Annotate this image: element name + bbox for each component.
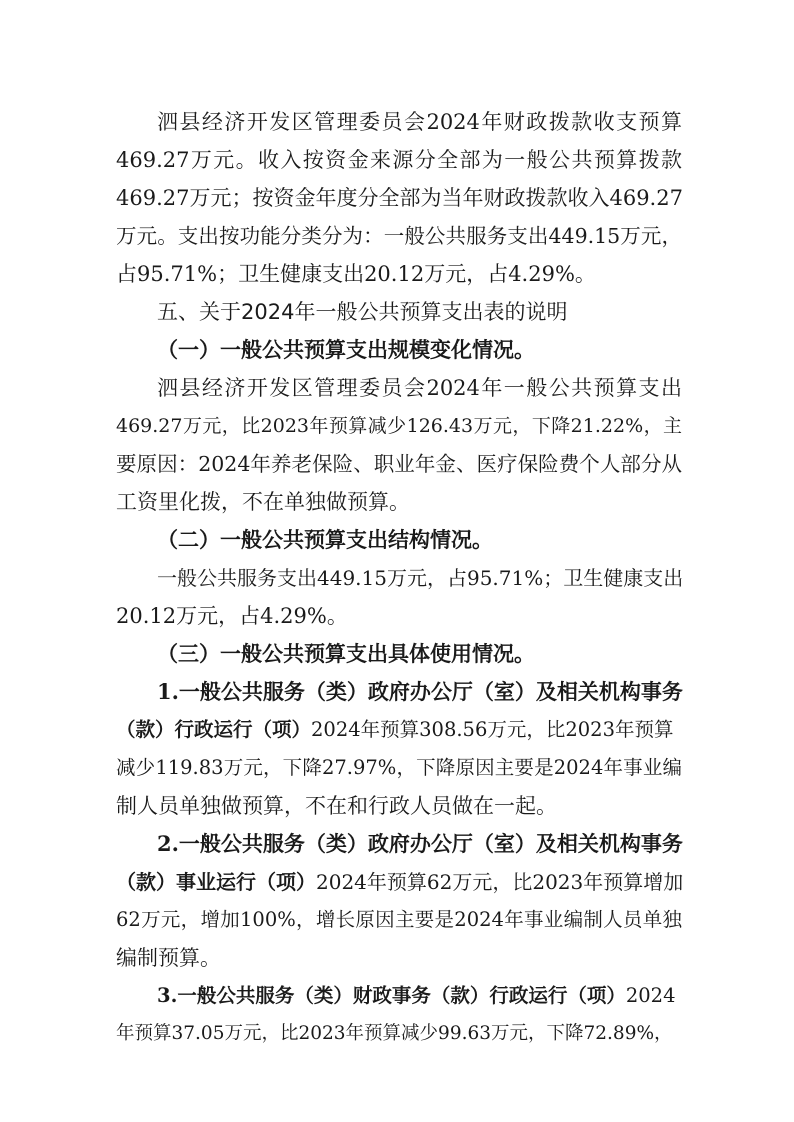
body-text-line: 要原因：2024年养老保险、职业年金、医疗保险费个人部分从 <box>116 452 682 476</box>
item-heading-continued: （款）行政运行（项） <box>116 718 312 741</box>
body-text-line: 万元。支出按功能分类分为：一般公共服务支出449.15万元， <box>116 224 682 248</box>
body-text-line: 泗县经济开发区管理委员会2024年财政拨款收支预算 <box>157 110 682 134</box>
subsection-heading: （二）一般公共预算支出结构情况。 <box>157 527 493 552</box>
item-heading-continued: （款）事业运行（项） <box>116 870 316 894</box>
body-text-line: 一般公共服务支出449.15万元，占95.71%；卫生健康支出 <box>157 566 684 590</box>
item-heading: 1.一般公共服务（类）政府办公厅（室）及相关机构事务 <box>157 679 683 704</box>
body-text-line: 占95.71%；卫生健康支出20.12万元，占4.29%。 <box>116 262 596 286</box>
item-text: 2024年预算308.56万元，比2023年预算 <box>311 718 674 741</box>
body-text-line: 制人员单独做预算，不在和行政人员做在一起。 <box>116 794 557 818</box>
body-text-line <box>116 710 682 750</box>
subsection-heading: （三）一般公共预算支出具体使用情况。 <box>157 641 535 666</box>
body-text-line: 469.27万元；按资金年度分全部为当年财政拨款收入469.27 <box>116 186 683 210</box>
body-text-line: 工资里化拨，不在单独做预算。 <box>116 490 410 514</box>
item-heading: 3.一般公共服务（类）财政事务（款）行政运行（项） <box>157 984 626 1007</box>
item-text: 2024 <box>625 984 676 1007</box>
body-text-line <box>157 976 682 1016</box>
subsection-heading: （一）一般公共预算支出规模变化情况。 <box>157 337 535 362</box>
item-text: 2024年预算62万元，比2023年预算增加 <box>316 870 684 894</box>
body-text-line <box>116 862 682 902</box>
body-text-line: 62万元，增加100%，增长原因主要是2024年事业编制人员单独 <box>116 908 682 931</box>
body-text-line: 编制预算。 <box>116 946 221 970</box>
body-text-line: 年预算37.05万元，比2023年预算减少99.63万元，下降72.89%， <box>116 1023 673 1044</box>
body-text-line: 469.27万元。收入按资金来源分全部为一般公共预算拨款 <box>116 148 682 172</box>
item-heading: 2.一般公共服务（类）政府办公厅（室）及相关机构事务 <box>157 831 683 856</box>
body-text-line: 469.27万元，比2023年预算减少126.43万元，下降21.22%，主 <box>116 415 682 437</box>
body-text-line: 泗县经济开发区管理委员会2024年一般公共预算支出 <box>157 376 682 400</box>
body-text-line: 减少119.83万元，下降27.97%，下降原因主要是2024年事业编 <box>116 756 682 779</box>
section-heading: 五、关于2024年一般公共预算支出表的说明 <box>157 300 568 324</box>
body-text-line: 20.12万元，占4.29%。 <box>116 604 348 628</box>
